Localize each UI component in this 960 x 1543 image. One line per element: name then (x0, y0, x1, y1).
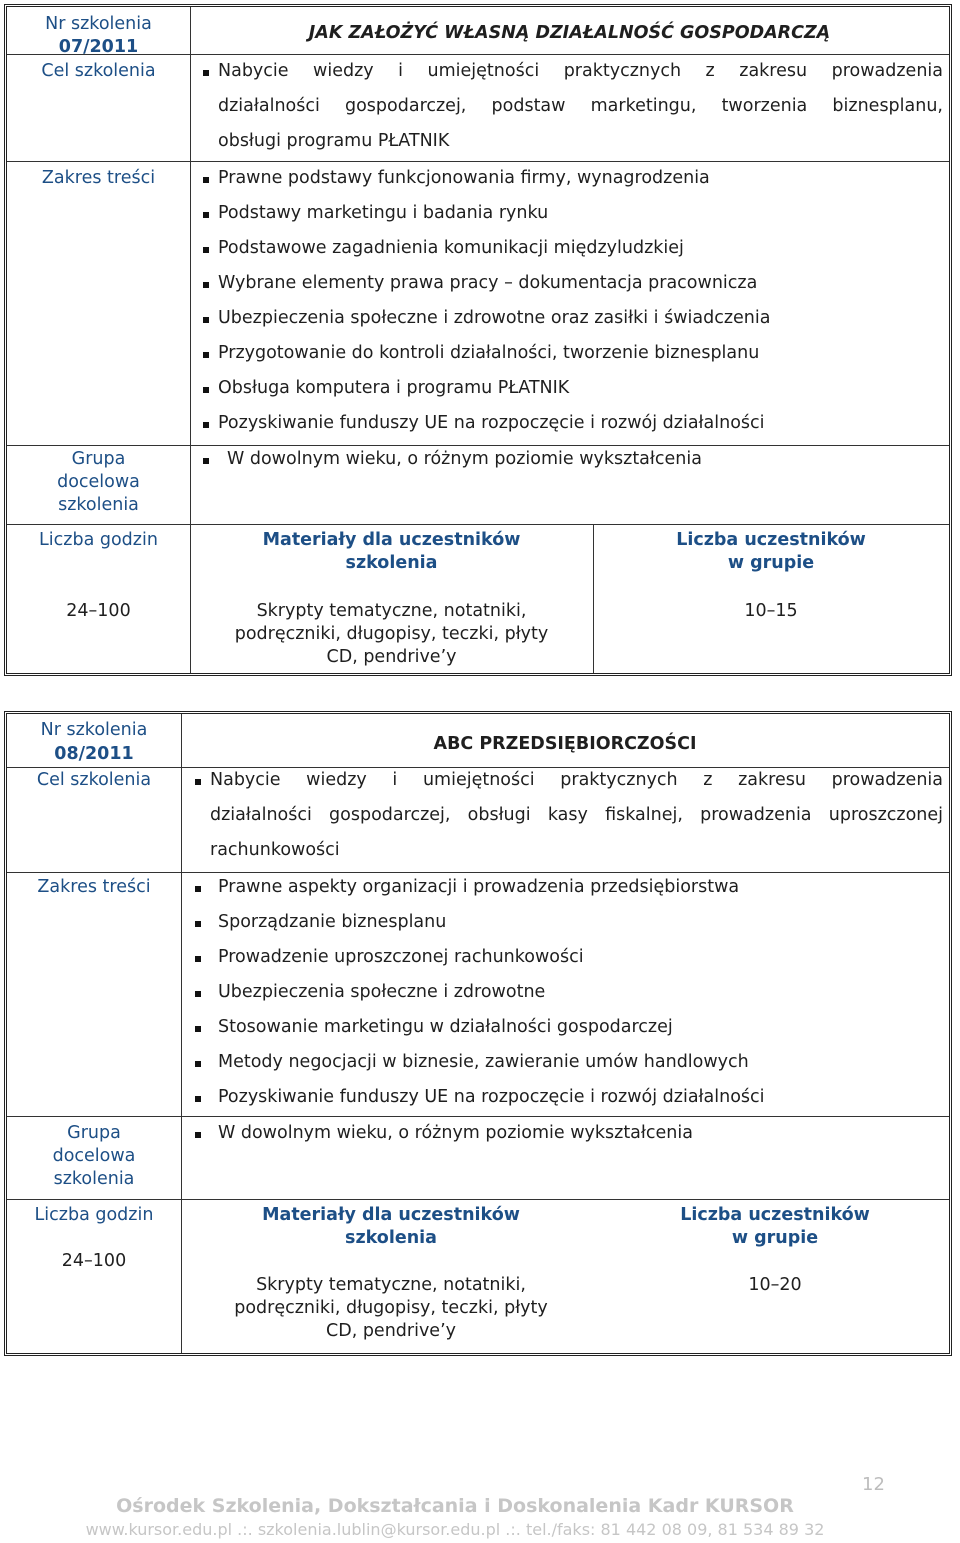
group-label-2: docelowa (57, 472, 140, 492)
scope-item: Prawne podstawy funkcjonowania firmy, wynagrodzenia (218, 168, 710, 188)
goal-line-3: obsługi programu PŁATNIK (218, 131, 450, 151)
course-title: JAK ZAŁOŻYĆ WŁASNĄ DZIAŁALNOŚĆ GOSPODARCZĄ (308, 23, 831, 43)
scope-label: Zakres treści (41, 168, 156, 188)
bullet-icon (203, 317, 209, 323)
course-title: ABC PRZEDSIĘBIORCZOŚCI (433, 734, 697, 754)
hours-value: 24–100 (61, 1251, 127, 1271)
nr-label: Nr szkolenia (45, 14, 152, 34)
bullet-icon (195, 1096, 201, 1102)
goal-label: Cel szkolenia (41, 61, 156, 81)
materials-value-2: podręczniki, długopisy, teczki, płyty (234, 1298, 548, 1318)
materials-value-2: podręczniki, długopisy, teczki, płyty (234, 624, 549, 644)
group-label-3: szkolenia (58, 495, 139, 515)
nr-value: 08/2011 (54, 744, 134, 764)
group-label-1: Grupa (67, 1123, 121, 1143)
bullet-icon (203, 70, 209, 76)
bullet-icon (203, 352, 209, 358)
group-value: W dowolnym wieku, o różnym poziomie wykształcenia (227, 449, 702, 469)
participants-value: 10–15 (744, 601, 798, 621)
course-card-07-2011 (4, 4, 952, 676)
materials-value-3: CD, pendrive’y (326, 1321, 456, 1341)
scope-item: Podstawowe zagadnienia komunikacji międzyludzkiej (218, 238, 684, 258)
bullet-icon (195, 956, 201, 962)
nr-label: Nr szkolenia (40, 720, 148, 740)
goal-line-1: Nabycie wiedzy i umiejętności praktycznych z zakresu prowadzenia (218, 61, 943, 81)
participants-label-2: w grupie (727, 553, 815, 573)
materials-label-1: Materiały dla uczestników (262, 530, 521, 550)
scope-item: Sporządzanie biznesplanu (218, 912, 447, 932)
scope-label: Zakres treści (37, 877, 151, 897)
bullet-icon (195, 921, 201, 927)
bullet-icon (195, 1132, 201, 1138)
bullet-icon (195, 886, 201, 892)
materials-value-3: CD, pendrive’y (326, 647, 457, 667)
scope-item: Prowadzenie uproszczonej rachunkowości (218, 947, 584, 967)
scope-item: Przygotowanie do kontroli działalności, tworzenie biznesplanu (218, 343, 760, 363)
page-number: 12 (862, 1474, 885, 1495)
bullet-icon (203, 458, 209, 464)
hours-value: 24–100 (66, 601, 131, 621)
participants-value: 10–20 (748, 1275, 802, 1295)
materials-label-2: szkolenia (345, 1228, 437, 1248)
bullet-icon (195, 991, 201, 997)
group-value: W dowolnym wieku, o różnym poziomie wykształcenia (218, 1123, 693, 1143)
goal-line-2: działalności gospodarczej, podstaw marketingu, tworzenia biznesplanu, (218, 96, 943, 116)
group-label-2: docelowa (52, 1146, 136, 1166)
hours-label: Liczba godzin (34, 1205, 154, 1225)
goal-line-3: rachunkowości (210, 840, 340, 860)
group-label-3: szkolenia (53, 1169, 135, 1189)
materials-value-1: Skrypty tematyczne, notatniki, (256, 1275, 526, 1295)
materials-label-2: szkolenia (345, 553, 438, 573)
bullet-icon (203, 282, 209, 288)
bullet-icon (195, 779, 201, 785)
materials-value-1: Skrypty tematyczne, notatniki, (256, 601, 527, 621)
scope-item: Pozyskiwanie funduszy UE na rozpoczęcie i rozwój działalności (218, 1087, 765, 1107)
bullet-icon (203, 247, 209, 253)
bullet-icon (195, 1026, 201, 1032)
scope-item: Metody negocjacji w biznesie, zawieranie umów handlowych (218, 1052, 749, 1072)
bullet-icon (203, 177, 209, 183)
bullet-icon (203, 422, 209, 428)
goal-label: Cel szkolenia (36, 770, 152, 790)
bullet-icon (203, 212, 209, 218)
scope-item: Obsługa komputera i programu PŁATNIK (218, 378, 570, 398)
bullet-icon (203, 387, 209, 393)
bullet-icon (195, 1061, 201, 1067)
scope-item: Ubezpieczenia społeczne i zdrowotne oraz zasiłki i świadczenia (218, 308, 771, 328)
footer-organization: Ośrodek Szkolenia, Dokształcania i Doskonalenia Kadr KURSOR (116, 1495, 794, 1517)
group-label-1: Grupa (71, 449, 126, 469)
materials-label-1: Materiały dla uczestników (262, 1205, 520, 1225)
scope-item: Wybrane elementy prawa pracy – dokumentacja pracownicza (218, 273, 758, 293)
scope-item: Prawne aspekty organizacji i prowadzenia przedsiębiorstwa (218, 877, 740, 897)
goal-line-1: Nabycie wiedzy i umiejętności praktycznych z zakresu prowadzenia (210, 770, 943, 790)
scope-item: Pozyskiwanie funduszy UE na rozpoczęcie i rozwój działalności (218, 413, 765, 433)
scope-item: Stosowanie marketingu w działalności gospodarczej (218, 1017, 673, 1037)
nr-value: 07/2011 (58, 37, 139, 57)
course-card-08-2011 (4, 711, 952, 1356)
hours-label: Liczba godzin (39, 530, 158, 550)
participants-label-1: Liczba uczestników (676, 530, 866, 550)
scope-item: Podstawy marketingu i badania rynku (218, 203, 549, 223)
participants-label-2: w grupie (731, 1228, 819, 1248)
participants-label-1: Liczba uczestników (680, 1205, 870, 1225)
goal-line-2: działalności gospodarczej, obsługi kasy fiskalnej, prowadzenia uproszczonej (210, 805, 943, 825)
scope-item: Ubezpieczenia społeczne i zdrowotne (218, 982, 546, 1002)
footer-contact: www.kursor.edu.pl .:. szkolenia.lublin@kursor.edu.pl .:. tel./faks: 81 442 08 09, 81 534 89 32 (85, 1520, 825, 1539)
